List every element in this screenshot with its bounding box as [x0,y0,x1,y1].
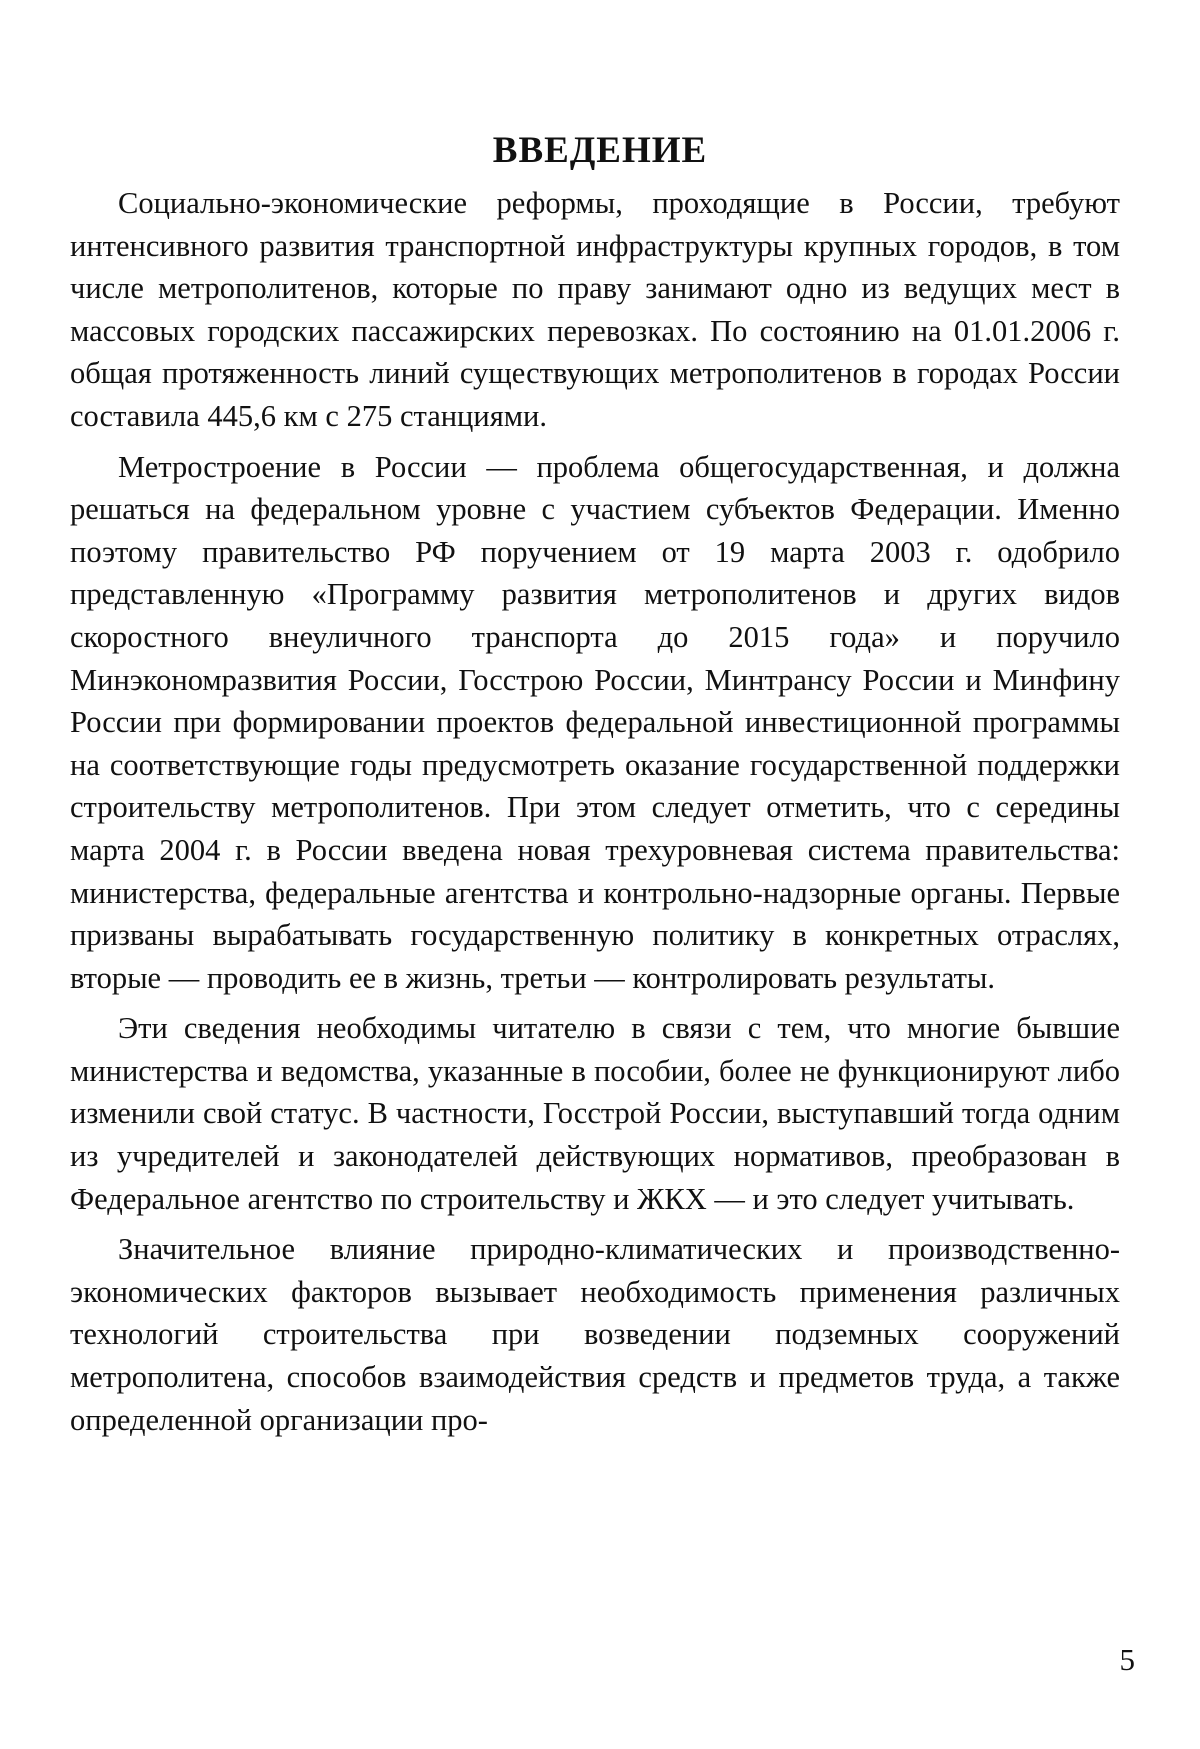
paragraph: Значительное влияние природно-климатических и производственно-экономических факторов вызывает необходимость применения различных технологий строительства при возведении подземных сооружений метрополитена, способов взаимодействия средств и предметов труда, а также определенной организации про- [70,1232,1120,1437]
chapter-heading: ВВЕДЕНИЕ [492,130,708,171]
paragraph: Эти сведения необходимы читателю в связи с тем, что многие бывшие министерства и ведомства, указанные в пособии, более не функционируют либо изменили свой статус. В частности, Госстрой России, выступавший тогда одним из учредителей и законодателей действующих нормативов, преобразован в Федеральное агентство по строительству и ЖКХ — и это следует учитывать. [70,1011,1120,1216]
body-text [70,182,1120,1449]
paragraph: Метростроение в России — проблема общегосударственная, и должна решаться на федеральном уровне с участием субъектов Федерации. Именно поэтому правительство РФ поручением от 19 марта 2003 г. одобрило представленную «Программу развития метрополитенов и других видов скоростного внеуличного транспорта до 2015 года» и поручило Минэкономразвития России, Госстрою России, Минтрансу России и Минфину России при формировании проектов федеральной инвестиционной программы на соответствующие годы предусмотреть оказание государственной поддержки строительству метрополитенов. При этом следует отметить, что с середины марта 2004 г. в России введена новая трехуровневая система правительства: министерства, федеральные агентства и контрольно-надзорные органы. Первые призваны вырабатывать государственную политику в конкретных отраслях, вторые — проводить ее в жизнь, третьи — контролировать результаты. [70,449,1120,995]
paragraph: Социально-экономические реформы, проходящие в России, требуют интенсивного развития транспортной инфраструктуры крупных городов, в том числе метрополитенов, которые по праву занимают одно из ведущих мест в массовых городских пассажирских перевозках. По состоянию на 01.01.2006 г. общая протяженность линий существующих метрополитенов в городах России составила 445,6 км с 275 станциями. [70,186,1120,433]
page-number: 5 [1119,1642,1135,1677]
